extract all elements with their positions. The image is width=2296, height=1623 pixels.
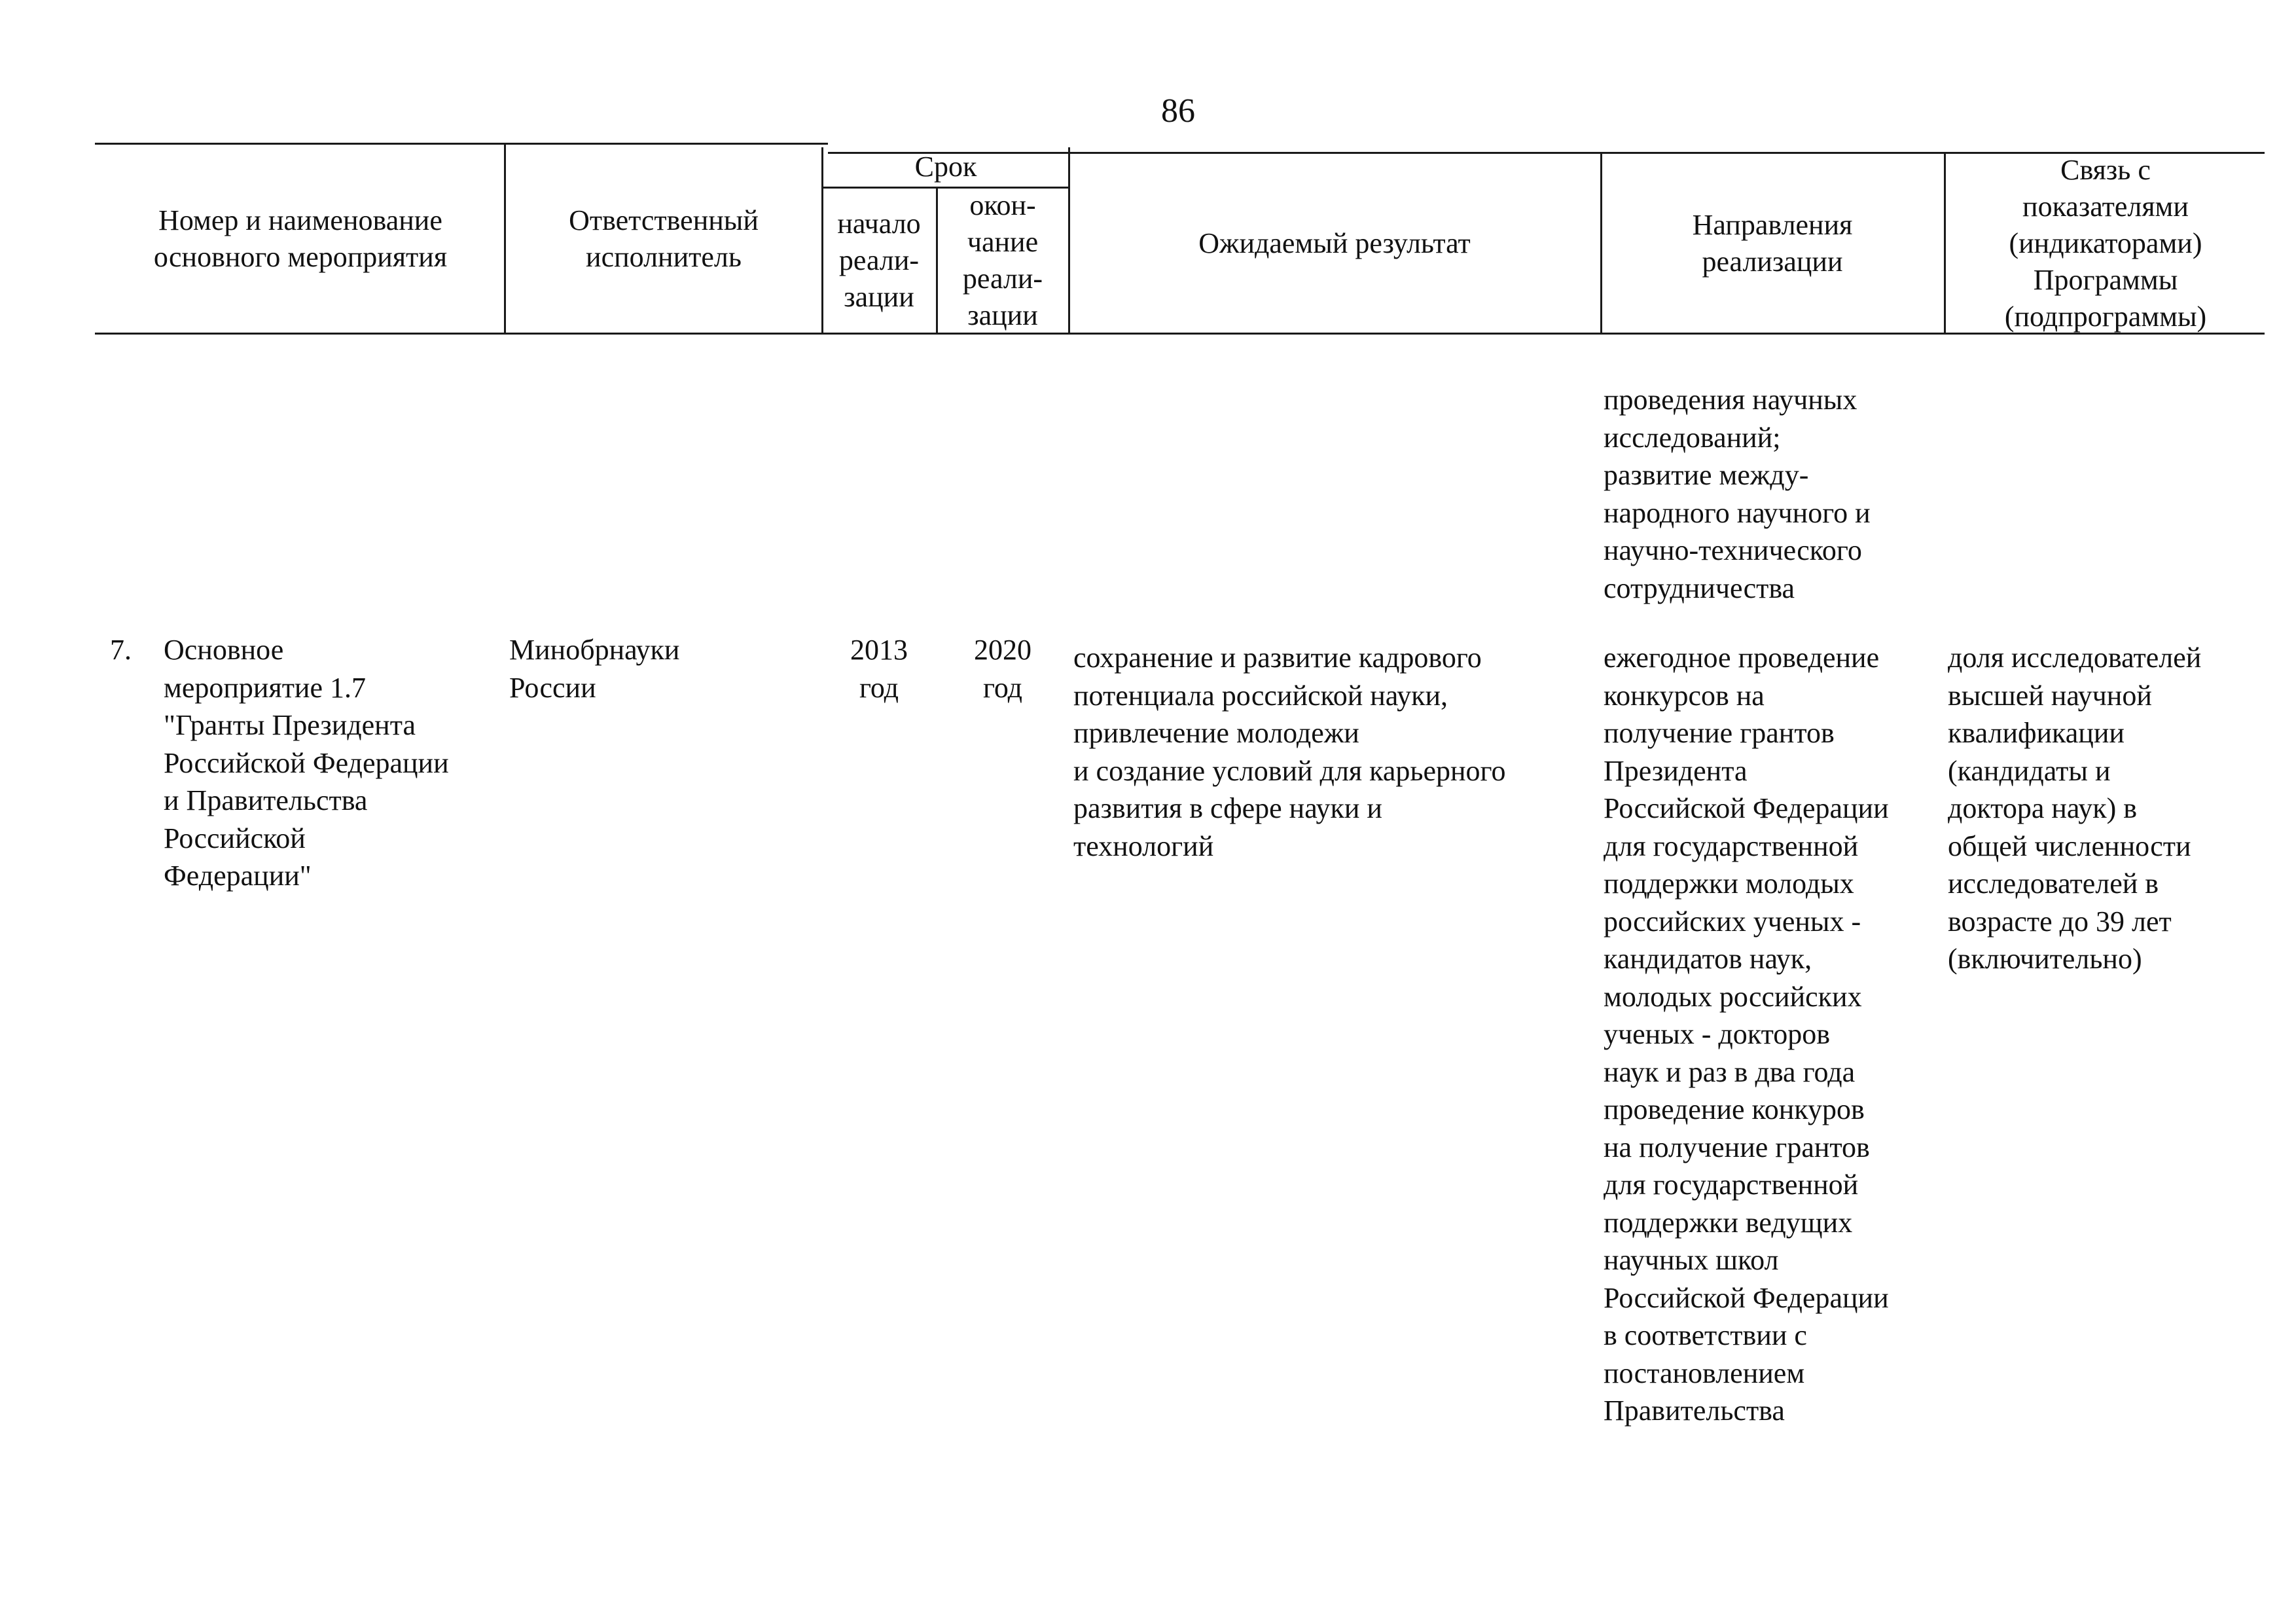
row-number: 7. — [110, 634, 132, 666]
header-divider-4 — [1068, 147, 1070, 333]
row-directions: ежегодное проведение конкурсов на получение грантов Президента Российской Федерации для государственной поддержки молодых российских ученых - кандидатов наук, молодых российских ученых - докторов наук и раз в два года проведение конкуров на получение грантов для государственной поддержки ведущих научных школ Российской Федерации в соответствии с постановлением Правительства — [1604, 642, 1889, 1427]
header-directions: Направления реализации — [1692, 208, 1853, 278]
header-start: начало реали- зации — [837, 208, 921, 313]
header-link: Связь с показателями (индикаторами) Программы (подпрограммы) — [2004, 153, 2207, 333]
row-start-year: 2013 год — [850, 634, 908, 704]
row-result: сохранение и развитие кадрового потенциала российской науки, привлечение молодежи и создание условий для карьерного развития в сфере науки и технологий — [1073, 642, 1506, 862]
header-divider-3 — [936, 187, 938, 333]
header-executor: Ответственный исполнитель — [569, 204, 759, 273]
header-srok: Срок — [914, 151, 977, 183]
header-name: Номер и наименование основного мероприятия — [153, 204, 448, 273]
header-result: Ожидаемый результат — [1198, 227, 1471, 259]
header-bottom-rule — [95, 333, 2265, 335]
header-end: окон- чание реали- зации — [962, 189, 1043, 331]
header-divider-1 — [504, 143, 506, 333]
header-divider-6 — [1944, 152, 1946, 333]
row-name: Основное мероприятие 1.7 "Гранты Президента Российской Федерации и Правительства Российской Федерации" — [164, 634, 449, 892]
continued-directions: проведения научных исследований; развитие между- народного научного и научно-технического сотрудничества — [1604, 384, 1871, 604]
page-number: 86 — [1161, 92, 1195, 130]
row-executor: Минобрнауки России — [509, 634, 680, 704]
row-link: доля исследователей высшей научной квалификации (кандидаты и доктора наук) в общей численности исследователей в возрасте до 39 лет (включительно) — [1948, 642, 2202, 975]
header-top-rule — [95, 143, 828, 145]
row-end-year: 2020 год — [974, 634, 1031, 704]
